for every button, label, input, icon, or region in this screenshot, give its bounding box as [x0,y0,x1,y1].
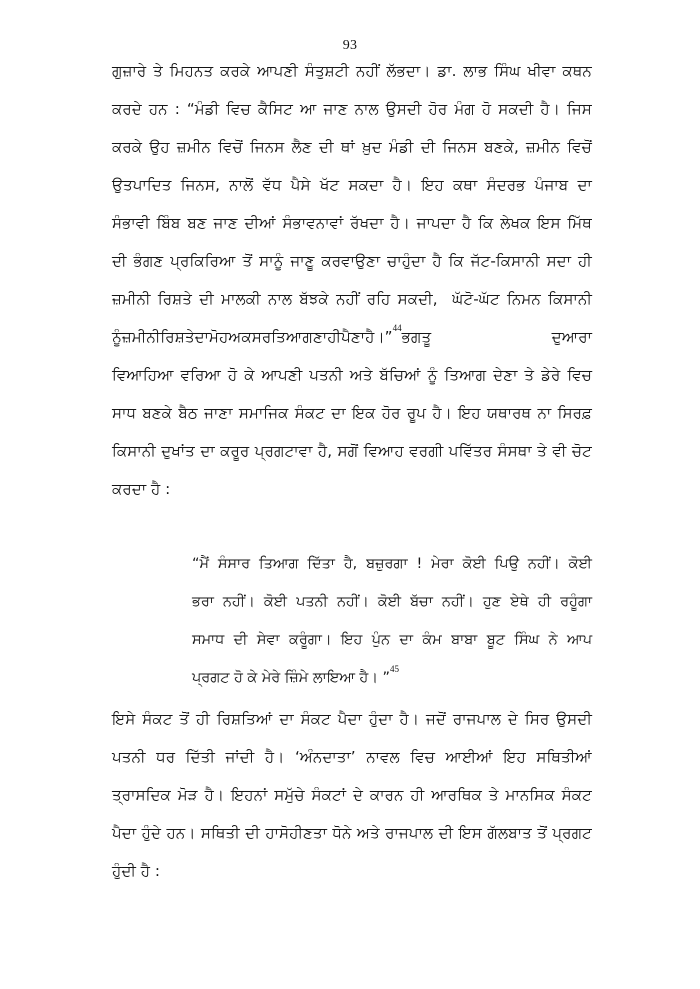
word: ਸਥਿਤੀ [200,824,240,842]
word: ਸਕਦੀ [498,100,534,118]
word: ਇਹ [503,748,526,766]
word: ਇਹ [421,176,444,194]
word: ਕਿਸਾਨੀ [548,290,592,308]
line-trailing-text [402,328,592,347]
word: ਸਮਾਜਿਕ [238,404,289,422]
word: ਜਿਨਸ [250,138,285,156]
word: ਦੀ [199,290,214,308]
word: ਆ [299,100,317,118]
word: ਬਾਬਾ [451,632,478,648]
word: ਲੈਣ [291,138,312,156]
word: ਘੱਟੋ-ਘੱਟ [452,290,500,308]
word: ਹੈ। [432,404,452,422]
word: ਸਥਿਤੀਆਂ [536,748,592,766]
word: ਸਿਰ [524,710,550,728]
text-line [112,214,592,252]
word: ਤੋਂ [242,252,253,270]
word: ਚੋਟ [571,442,592,460]
word: ਇਹਨਾਂ [231,786,268,804]
word: ਕੋਈ [568,556,592,572]
word: ਮਾਲਕੀ [221,290,261,308]
page-number: 93 [342,38,358,53]
text-line: ਹੁੰਦੀ ਹੈ : [112,862,161,880]
word: ਤਿਆਗਣਾ [271,328,328,346]
word: ਕੋਈ [462,556,486,572]
word: ‘ਅੰਨਦਾਤਾ’ [294,748,356,766]
word: ਪੰਜਾਬ [534,176,569,194]
word: ਸੰਕਟ [561,786,592,804]
word: ਜ਼ਮੀਨੀ [121,328,161,346]
word: ਹੈ। [392,176,413,194]
word: ਦੇ [507,710,518,728]
word: ਵੱਧ [262,176,282,194]
word: ਪਤਨੀ [309,366,343,384]
word: ਸੰਸਥਾ [497,442,532,460]
word: ਕਥਨ [562,62,592,80]
word: ਪਵਿੱਤਰ [448,442,493,460]
word: ਦੀ [112,252,127,270]
word: ਹੋ [481,100,492,118]
word: ਹੀ [196,710,210,728]
text-line [112,176,592,214]
word: ਨੂੰ [427,366,438,384]
word: ਨਾਵਲ [366,748,400,766]
word: ਹਨ। [166,824,196,842]
word: ਹੁੰਦੇ [141,824,162,842]
word: ਸੰਕਟ [294,404,325,422]
word: ਕਿਸਾਨੀ [112,442,156,460]
word: ਵਿਚ [410,748,435,766]
word: ਦੁਆਰਾ [551,328,592,346]
word: ਸਦਾ [546,252,572,270]
word: ਚਾਹੁੰਦਾ [387,252,426,270]
word: ਹੈ [432,252,442,270]
word: ਸਿੰਘ [514,632,540,648]
word: ਨਹੀਂ। [527,556,560,572]
quote-line-main-text: ਪ੍ਰਗਟ ਹੋ ਕੇ ਮੇਰੇ ਜ਼ਿੰਮੇ ਲਾਇਆ ਹੈ। ” [192,670,390,686]
word: ਦਾ [399,632,414,648]
word: ਹੈ। [390,214,410,232]
word: ਜਦੋਂ [425,710,446,728]
word: ਪੈਦਾ [112,824,137,842]
word: ਸਿੰਘ [494,62,521,80]
word: ਪ੍ਰਗਟ [552,824,592,842]
word: ਹੀ [537,594,552,610]
word: : [174,100,180,118]
word: ਸੰਕਟਾਂ [311,786,347,804]
word: ਧਰ [156,748,176,766]
word: ਪੈਸੇ [290,176,311,194]
word: ਸਗੋਂ [337,442,359,460]
word: ਕਿ [478,214,494,232]
word: ਹੈ [462,214,472,232]
word: ਹੁਣ [482,594,502,610]
word: ਤਿਆਗ [258,556,299,572]
word: ਨਹੀਂ [356,62,380,80]
word: ਥਾਂ [340,138,355,156]
text-line [112,442,592,480]
word: ਤੋਂ [537,824,547,842]
word: ਭਰਾ [192,594,214,610]
word: ਦਿੱਤੀ [185,748,215,766]
word: ਦੇਣਾ [493,366,518,384]
word: ਬੂਟ [486,632,505,648]
word: ਭੰਗਣ [133,252,164,270]
word: ਨਹੀਂ। [441,594,474,610]
word: ਲੇਖਕ [500,214,531,232]
word: ਕੋਈ [377,594,402,610]
word: ਦੀ [245,824,260,842]
word: ਇਹ [458,404,481,422]
word: ਜਿਨਸ, [180,176,220,194]
word: ਪਤਨੀ [112,748,146,766]
word: ਵਿਆਹਿਆ [112,366,174,384]
word: ਜੱਟ-ਕਿਸਾਨੀ [470,252,540,270]
word: ਉਸਦੀ [385,100,422,118]
word: ਮੇਰਾ [431,556,454,572]
word: ਵਿਚ [226,100,251,118]
word: ਹੀ [327,328,342,346]
word: ਉਤਪਾਦਿਤ [112,176,172,194]
word: ਖੀਵਾ [527,62,556,80]
word: ਸਾਨੂੰ [259,252,284,270]
word: ਇਸ [537,214,561,232]
word: ਵਿਚੋਂ [218,138,243,156]
word: ਰਾਜਪਾਲ [452,710,501,728]
quote-line [192,593,592,631]
word: “ਮੈਂ [192,556,209,572]
word: ਮੰਗ [454,100,475,118]
word: ਹੀ [410,786,425,804]
word: ਹੈ। [204,786,225,804]
word: ਖੱਟ [319,176,340,194]
word: ਹੈ, [343,556,358,572]
block-quote [192,555,592,707]
word: ਹੈ। [540,100,560,118]
word: ਸਮੁੱਚੇ [274,786,305,804]
word: ਹੈ। [399,710,420,728]
word: ਰਿਸ਼ਤੇ [157,290,192,308]
word: ਬਣਕੇ [142,404,173,422]
word: ਗੁਜ਼ਾਰੇ [112,62,147,80]
word: ਤੇ [488,786,499,804]
word: ਪੈਣਾ [341,328,366,346]
word: ਰੱਖਦਾ [350,214,384,232]
text-line [112,62,592,100]
word: “ਮੰਡੀ [186,100,220,118]
word: ਪੈਦਾ [337,710,362,728]
word: ਕਰੂਰ [220,442,250,460]
word: ਬਜ਼ੁਰਗਾ [366,556,408,572]
word: ਰੂਪ [406,404,427,422]
word: ਵਰਗੀ [409,442,444,460]
word: ਹੈ।” [365,328,393,346]
word: ਜਿਸ [566,100,592,118]
quote-line-with-footnote: ਪ੍ਰਗਟ ਹੋ ਕੇ ਮੇਰੇ ਜ਼ਿੰਮੇ ਲਾਇਆ ਹੈ। ” 45 [192,664,399,686]
word: ਵਰਿਆ [180,366,221,384]
word: ਦਿੱਤਾ [307,556,335,572]
word: ਉਹ [149,138,170,156]
word: ਬੱਚਾ [410,594,433,610]
paragraph-body-top [112,62,592,518]
word: ਇਕ [351,404,376,422]
word: ਅਤੇ [356,824,380,842]
word: ਜਾਪਦਾ [416,214,456,232]
word: ਧੋਨੇ [332,824,352,842]
word: ਹੈ, [317,442,333,460]
word: ਜਾਣੂ [290,252,315,270]
word: ਨਹੀਂ। [336,594,369,610]
word: ਭਗਤੂ [401,328,432,346]
word: ਦਾ [279,710,294,728]
word: ਕਰਕੇ [112,138,143,156]
word: ਅਕਸਰ [228,328,272,346]
word: ਨਹੀਂ। [222,594,255,610]
word: ਦੀ [420,138,436,156]
word: ਅਤੇ [349,366,373,384]
word: ਪ੍ਰਗਟਾਵਾ [254,442,313,460]
word: ਸਾਧ [112,404,137,422]
word: ਦਾ [194,328,209,346]
paragraph-body-bottom [112,710,592,900]
word: ਆਰਥਿਕ [431,786,483,804]
word: ਬਣਕੇ, [484,138,519,156]
word: ਨਾ [537,404,552,422]
word: ਦਾ [331,404,346,422]
word: ਕਿ [448,252,464,270]
word: ਸਕਦੀ, [397,290,438,308]
word: ਜਿਨਸ [442,138,478,156]
word: ਇਸ [458,824,482,842]
word: ਪ੍ਰਕਿਰਿਆ [170,252,236,270]
word: ਕੇ [244,366,255,384]
word: ਮੋਹ [208,328,229,346]
word: ਹਨ [148,100,168,118]
word: ਵੀ [552,442,567,460]
word: ਤ੍ਰਾਸਦਿਕ [112,786,171,804]
word: ਤੋਂ [179,710,190,728]
word: ਤੇ [537,442,547,460]
word: ਹਾਸੋਹੀਣਤਾ [265,824,327,842]
word: ਸੰਦਰਭ [486,176,526,194]
word: ਨਿਮਨ [507,290,541,308]
word: ਕਰਵਾਉਣਾ [321,252,381,270]
word: ਸਕਦਾ [348,176,384,194]
text-line [112,404,592,442]
word: ਮਿਹਨਤ [169,62,214,80]
word: ਦਾ [577,176,592,194]
word: ਕਰਦੇ [112,100,142,118]
text-line [112,710,592,748]
text-line: ਕਰਦਾ ਹੈ : [112,480,171,498]
word: ਦਾ [200,442,215,460]
word: ਸਮਾਧ [192,632,225,648]
word: ਏਥੇ [510,594,529,610]
word: ! [416,556,423,572]
word: ਬੈਠ [178,404,198,422]
word: ਹੁੰਦਾ [368,710,393,728]
word: ਵਿਚੋਂ [567,138,592,156]
word: ਕੈਸਿਟ [257,100,293,118]
word: ਕਾਰਨ [369,786,404,804]
word: ਦੀਆਂ [244,214,276,232]
word: ਜ਼ਮੀਨ [176,138,211,156]
word: ਸੰਕਟ [142,710,173,728]
word: ਦੀ [233,632,248,648]
word: ਮੋੜ [177,786,198,804]
word: ਕਥਾ [453,176,478,194]
word: ਆਈਆਂ [445,748,493,766]
word: ਸੰਕਟ [300,710,331,728]
word: ਹੀ [577,252,592,270]
word: ਸੰਭਾਵੀ [112,214,150,232]
word: ਹੋ [227,366,238,384]
text-line [112,252,592,290]
word: ਜਾਣ [323,100,348,118]
word: ਆਪਣੀ [261,366,303,384]
word: ਦੁਖਾਂਤ [161,442,195,460]
word: ਬੱਝਕੇ [299,290,329,308]
word: ਹੈ। [264,748,285,766]
word: ਕੋਈ [263,594,288,610]
word: ਇਸੇ [112,710,136,728]
word: ਆਪ [567,632,592,648]
word: ਸਿਰਫ਼ [557,404,592,422]
word: ਸੰਸਾਰ [217,556,251,572]
word: ਡੇਰੇ [541,366,561,384]
word: ਲਾਭ [463,62,488,80]
word: ਦੀ [438,824,454,842]
word: ਹੋਰ [381,404,401,422]
word: ਤਿਆਗ [444,366,487,384]
quote-line [192,555,592,593]
word: ਨੂੰ [112,328,122,346]
word: ਗੱਲਬਾਤ [487,824,532,842]
word: ਵਿਚ [567,366,592,384]
word: ਦੀ [319,138,334,156]
word: ਆਪਣੀ [257,62,298,80]
word: ਹੋਰ [428,100,448,118]
word: ਕੰਮ [422,632,442,648]
text-line [112,748,592,786]
word: ਬੱਚਿਆਂ [379,366,421,384]
word: ਇਹ [340,632,363,648]
word: ਸੰਭਾਵਨਾਵਾਂ [282,214,344,232]
word: ਮਿੱਥ [567,214,592,232]
word: ਪਿਉ [494,556,519,572]
word: ਜਾਣਾ [204,404,233,422]
word: ਕਰੂੰਗਾ। [289,632,332,648]
word: ਤੇ [153,62,163,80]
word: ਨਾਲੋਂ [229,176,254,194]
word: ਦੇ [352,786,363,804]
line-main-text [112,328,393,347]
word: ਨੇ [548,632,558,648]
text-line [112,786,592,824]
word: ਨਹੀਂ [336,290,360,308]
word: ਨਾਲ [268,290,293,308]
text-line [112,366,592,404]
word: ਰਿਸ਼ਤਿਆਂ [216,710,273,728]
word: ਰਾਜਪਾਲ [385,824,434,842]
word: ਜਾਂਦੀ [225,748,255,766]
word: ਰਿਸ਼ਤੇ [160,328,195,346]
word: ਖ਼ੁਦ [362,138,382,156]
text-line [112,290,592,328]
word: ਪਤਨੀ [296,594,328,610]
word: ਸੰਤੁਸ਼ਟੀ [304,62,350,80]
word: ਲੱਭਦਾ। [386,62,431,80]
word: ਕਰਕੇ [220,62,251,80]
word: ਬਣ [187,214,207,232]
word: ਮੰਡੀ [389,138,414,156]
word: ਨਾਲ [354,100,379,118]
word: ਵਿਆਹ [363,442,404,460]
word: ਰਹਿ [366,290,391,308]
word: ਜ਼ਮੀਨ [526,138,561,156]
word: ਉਸਦੀ [556,710,592,728]
text-line [112,138,592,176]
word: ਰਹੂੰਗਾ [560,594,592,610]
word: ਡਾ. [437,62,457,80]
word: ਬਿੰਬ [156,214,181,232]
word: ਮਾਨਸਿਕ [505,786,555,804]
word: ਤੇ [524,366,535,384]
text-line [112,100,592,138]
word: ਜਾਣ [213,214,238,232]
word: ਯਥਾਰਥ [486,404,532,422]
text-line [112,824,592,862]
word: ਪੁੰਨ [371,632,390,648]
text-line-with-footnote: ਨੂੰ ਜ਼ਮੀਨੀ ਰਿਸ਼ਤੇ ਦਾ ਮੋਹ ਅਕਸਰ ਤਿਆਗਣਾ ਹੀ ਪੈਣਾ ਹੈ।” 44 ਭਗਤੂ ਦੁਆਰਾ [112,323,592,346]
word: ਸੇਵਾ [256,632,280,648]
word: ਜ਼ਮੀਨੀ [112,290,151,308]
